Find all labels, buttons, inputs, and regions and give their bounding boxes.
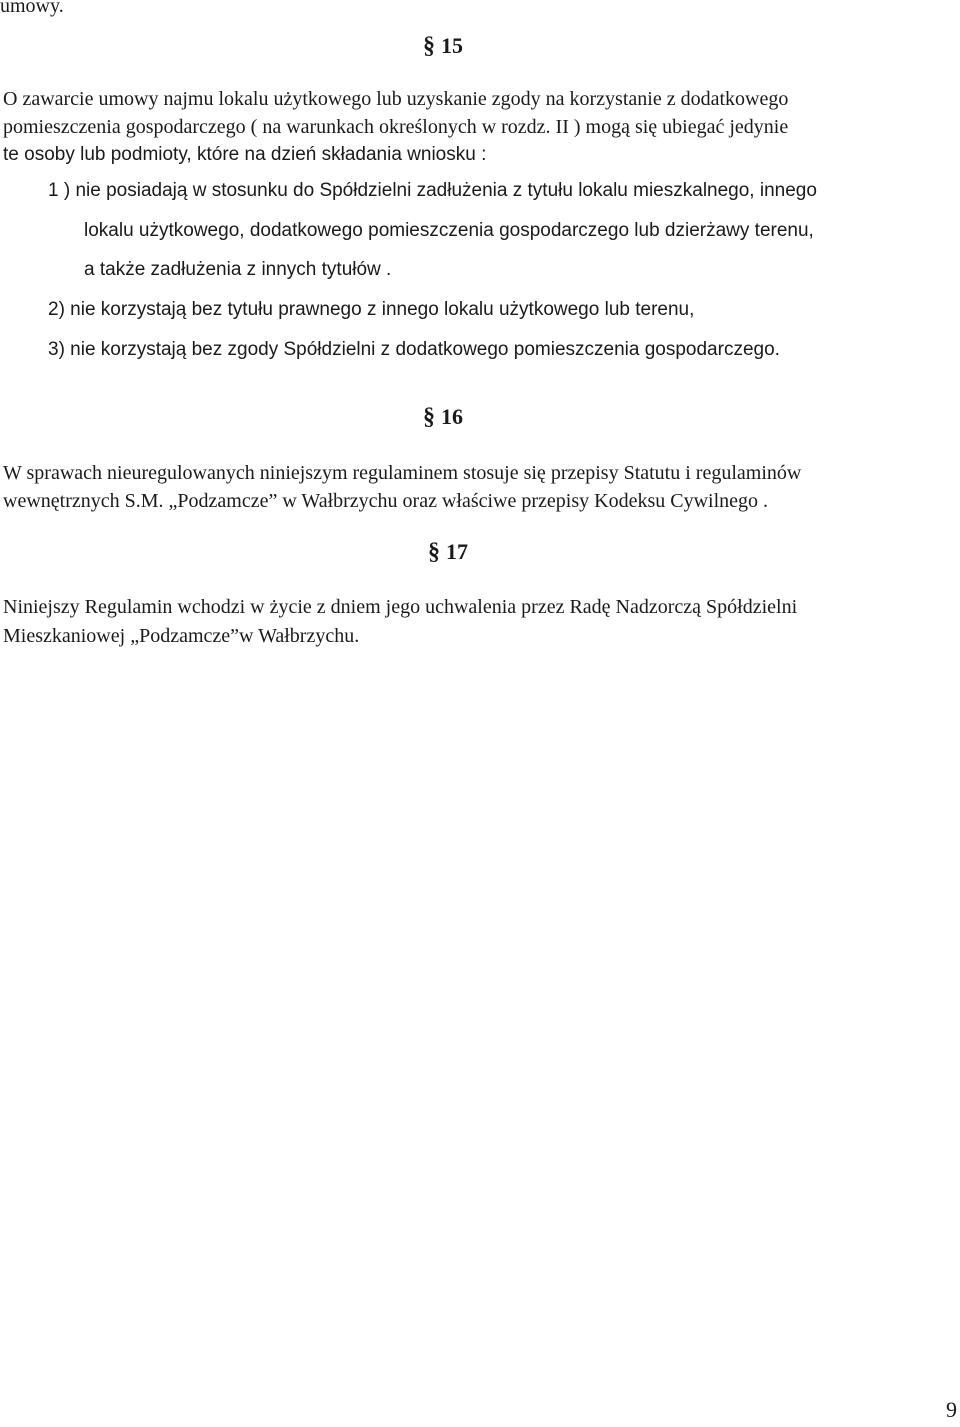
section-16-heading xyxy=(423,405,463,429)
section-15-item-1-cont-1: lokalu użytkowego, dodatkowego pomieszczenia gospodarczego lub dzierżawy terenu, xyxy=(84,220,814,241)
section-16-line-1: W sprawach nieuregulowanych niniejszym regulaminem stosuje się przepisy Statutu i regulaminów xyxy=(3,462,802,484)
section-15-line-3: te osoby lub podmioty, które na dzień składania wniosku : xyxy=(3,144,487,165)
section-15-item-2: 2) nie korzystają bez tytułu prawnego z innego lokalu użytkowego lub terenu, xyxy=(48,299,695,320)
section-15-line-1: O zawarcie umowy najmu lokalu użytkowego lub uzyskanie zgody na korzystanie z dodatkowego xyxy=(3,88,789,110)
section-number: 16 xyxy=(441,404,463,429)
section-15-line-2: pomieszczenia gospodarczego ( na warunkach określonych w rozdz. II ) mogą się ubiegać jedynie xyxy=(3,116,789,138)
section-symbol: § xyxy=(423,33,435,59)
page-number: 9 xyxy=(946,1397,957,1422)
section-15-item-3: 3) nie korzystają bez zgody Spółdzielni z dodatkowego pomieszczenia gospodarczego. xyxy=(48,339,780,360)
section-symbol: § xyxy=(428,539,440,565)
section-symbol: § xyxy=(423,404,435,430)
top-fragment: umowy. xyxy=(0,0,64,17)
section-15-heading xyxy=(423,34,463,58)
section-17-heading xyxy=(428,540,468,564)
section-15-item-1-cont-2: a także zadłużenia z innych tytułów . xyxy=(84,259,392,280)
section-17-line-2: Mieszkaniowej „Podzamcze”w Wałbrzychu. xyxy=(3,625,360,647)
section-number: 15 xyxy=(441,33,463,58)
section-15-item-1: 1 ) nie posiadają w stosunku do Spółdzielni zadłużenia z tytułu lokalu mieszkalnego, innego xyxy=(48,180,817,201)
section-number: 17 xyxy=(446,539,468,564)
section-17-line-1: Niniejszy Regulamin wchodzi w życie z dniem jego uchwalenia przez Radę Nadzorczą Spółdzielni xyxy=(3,596,798,618)
section-16-line-2: wewnętrznych S.M. „Podzamcze” w Wałbrzychu oraz właściwe przepisy Kodeksu Cywilnego . xyxy=(3,490,768,512)
